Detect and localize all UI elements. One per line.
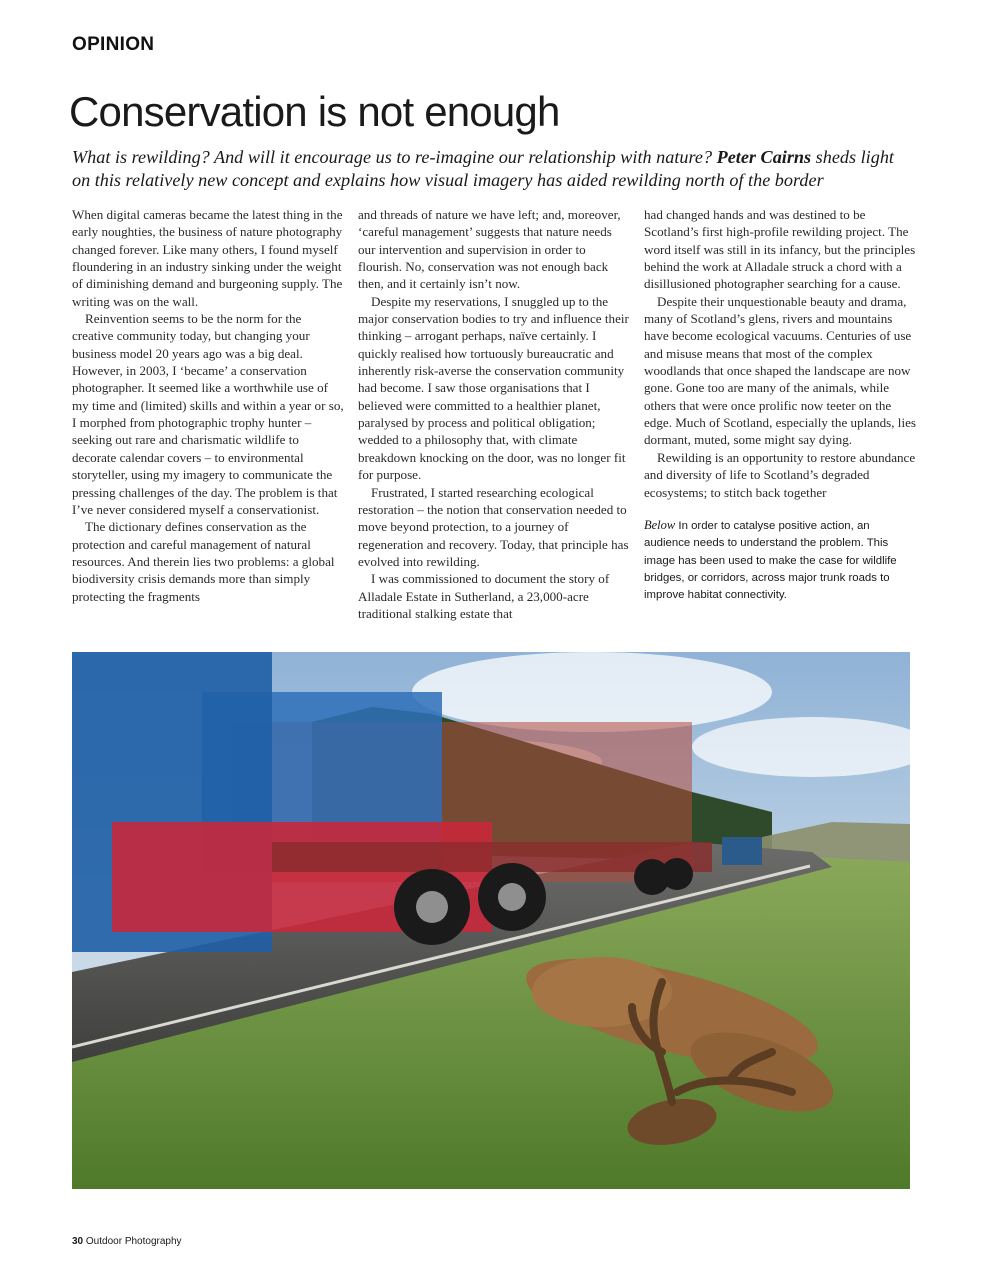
page-number: 30 [72,1236,84,1247]
paragraph: Despite my reservations, I snuggled up to the major conservation bodies to try and influence their thinking – arrogant perhaps, naïve certainly. I quickly realised how tortuously bureaucratic and inherently risk-averse the conservation community had become. I saw those organisations that I believed were committed to a healthier planet, paralysed by process and political obligation; wedded to a philosophy that, with climate breakdown knocking on the door, was no longer fit for purpose. [358,293,629,483]
page-footer [72,1236,182,1247]
paragraph: and threads of nature we have left; and, moreover, ‘careful management’ suggests that nature needs our intervention and supervision in order to flourish. No, conservation was not enough back then, and it certainly isn’t now. [358,207,621,292]
deer-roadkill-photo [72,652,910,1189]
caption-lead: Below [644,517,676,532]
paragraph: When digital cameras became the latest thing in the early noughties, the business of nature photography changed forever. Like many others, I found myself floundering in an industry sinking under the weight of diminishing demand and burgeoning supply. The writing was on the wall. [72,207,343,309]
paragraph: Reinvention seems to be the norm for the creative community today, but changing your business model 20 years ago was a big deal. However, in 2003, I ‘became’ a conservation photographer. It seemed like a worthwhile use of my time and (limited) skills and within a year or so, I morphed from photographic trophy hunter – seeking out rare and charismatic wildlife to decorate calendar covers – to environmental storyteller, using my imagery to communicate the pressing challenges of the day. The problem is that I’ve never considered myself a conservationist. [72,311,344,517]
standfirst [72,146,912,192]
article-headline: Conservation is not enough [69,88,560,135]
paragraph: Frustrated, I started researching ecological restoration – the notion that conservation needed to move beyond protection, to a journey of regeneration and recovery. Today, that principle has evolved into rewilding. [358,484,629,569]
photo-caption [644,517,916,605]
paragraph: had changed hands and was destined to be Scotland’s first high-profile rewilding project. The word itself was still in its infancy, but the principles behind the work at Alladale struck a chord with a disillusioned photographer searching for a cause. [644,207,916,292]
paragraph: The dictionary defines conservation as the protection and careful management of natural resources. And therein lies two problems: a global biodiversity crisis demands more than simply protecting the fragments [72,519,335,604]
body-column-1 [72,206,344,605]
author-name: Peter Cairns [716,147,812,167]
magazine-name: Outdoor Photography [83,1236,182,1247]
section-label: OPINION [72,34,155,55]
feature-photo [72,652,910,1189]
paragraph: I was commissioned to document the story of Alladale Estate in Sutherland, a 23,000-acre traditional stalking estate that [358,571,610,621]
paragraph: Rewilding is an opportunity to restore abundance and diversity of life to Scotland’s degraded ecosystems; to stitch back together [644,449,916,500]
paragraph: Despite their unquestionable beauty and drama, many of Scotland’s glens, rivers and mountains have become ecological vacuums. Centuries of use and misuse means that most of the complex woodlands that once shaped the landscape are now gone. Gone too are many of the animals, while others that were once prolific now teeter on the edge. Much of Scotland, especially the uplands, lies dormant, muted, some might say dying. [644,293,916,448]
standfirst-intro: What is rewilding? And will it encourage us to re-imagine our relationship with nature? [72,147,717,167]
caption-text: In order to catalyse positive action, an audience needs to understand the problem. This image has been used to make the case for wildlife bridges, or corridors, across major trunk roads to improve habitat connectivity. [644,519,897,602]
body-column-2 [358,206,630,622]
body-column-3 [644,206,916,605]
standfirst-summary: sheds light on this relatively new concept and explains how visual imagery has aided rewilding north of the border [72,147,894,190]
